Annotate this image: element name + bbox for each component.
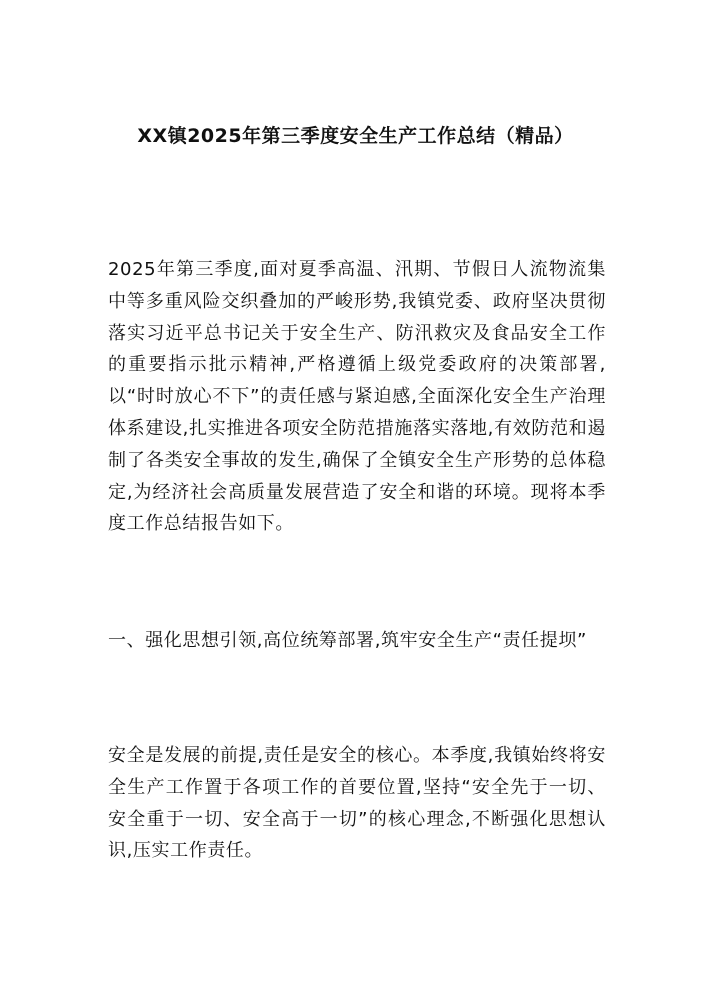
document-title: XX镇2025年第三季度安全生产工作总结（精品）: [137, 125, 574, 147]
section-heading-1: 一、强化思想引领,高位统筹部署,筑牢安全生产“责任提坝”: [108, 630, 587, 651]
intro-paragraph: 2025年第三季度,面对夏季高温、汛期、节假日人流物流集中等多重风险交织叠加的严峻形势,我镇党委、政府坚决贯彻落实习近平总书记关于安全生产、防汛救灾及食品安全工作的重要指示批示精神,严格遵循上级党委政府的决策部署,以“时时放心不下”的责任感与紧迫感,全面深化安全生产治理体系建设,扎实推进各项安全防范措施落实落地,有效防范和遏制了各类安全事故的发生,确保了全镇安全生产形势的总体稳定,为经济社会高质量发展营造了安全和谐的环境。现将本季度工作总结报告如下。: [108, 259, 606, 535]
section-1-paragraph: 安全是发展的前提,责任是安全的核心。本季度,我镇始终将安全生产工作置于各项工作的首要位置,坚持“安全先于一切、安全重于一切、安全高于一切”的核心理念,不断强化思想认识,压实工作责任。: [108, 745, 606, 862]
